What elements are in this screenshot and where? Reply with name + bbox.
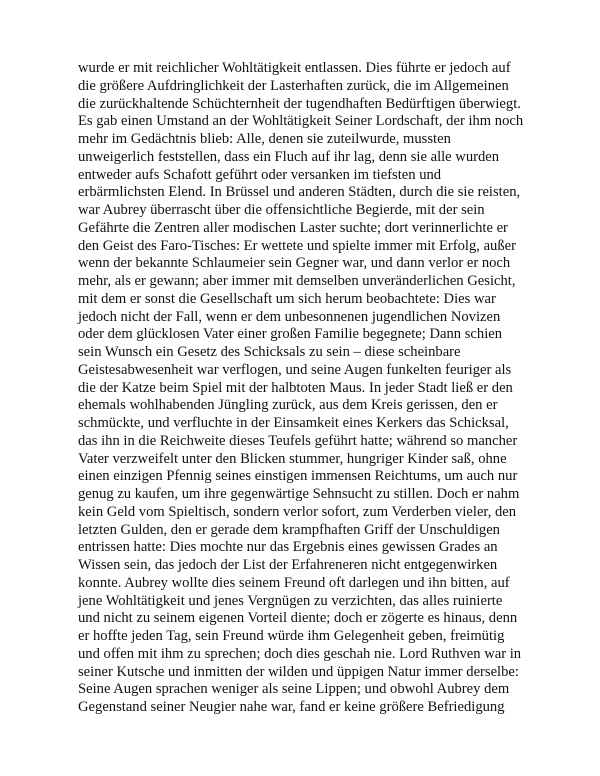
text-line: Vater verzweifelt unter den Blicken stummer, hungriger Kinder saß, ohne — [78, 450, 507, 467]
text-line: jene Wohltätigkeit und jenes Vergnügen zu verzichten, das alles ruinierte — [78, 592, 503, 609]
text-line: sein Wunsch ein Gesetz des Schicksals zu sein – diese scheinbare — [78, 344, 461, 360]
text-line: erbärmlichsten Elend. In Brüssel und anderen Städten, durch die sie reisten, — [78, 184, 521, 201]
text-line: entweder aufs Schafott geführt oder versanken im tiefsten und — [78, 166, 442, 183]
text-line: war Aubrey überrascht über die offensichtliche Begierde, mit der sein — [78, 202, 485, 218]
text-line: und nicht zu seinem eigenen Vorteil diente; doch er zögerte es hinaus, denn — [78, 610, 518, 627]
text-line: ehemals wohlhabenden Jüngling zurück, aus dem Kreis gerissen, den er — [78, 397, 498, 414]
text-line: mehr im Gedächtnis blieb: Alle, denen sie zuteilwurde, mussten — [78, 131, 451, 147]
text-line: oder dem glücklosen Vater einer großen Familie begegnete; Dann schien — [78, 326, 503, 343]
text-line: entrissen hatte: Dies mochte nur das Ergebnis eines gewissen Grades an — [78, 539, 498, 556]
text-line: er hoffte jeden Tag, sein Freund würde ihm Gelegenheit geben, freimütig — [78, 628, 505, 644]
text-line: Gegenstand seiner Neugier nahe war, fand er keine größere Befriedigung — [78, 699, 505, 715]
text-line: einen einzigen Pfennig seines einstigen immensen Reichtums, um auch nur — [78, 468, 518, 485]
text-line: jedoch nicht der Fall, wenn er dem unbesonnenen jugendlichen Novizen — [78, 308, 501, 325]
text-line: Gefährte die Zentren aller modischen Laster suchte; dort verinnerlichte er — [78, 219, 508, 236]
text-line: seiner Kutsche und inmitten der wilden und üppigen Natur immer derselbe: — [78, 663, 519, 680]
text-line: und offen mit ihm zu sprechen; doch dies geschah nie. Lord Ruthven war in — [78, 645, 522, 662]
text-line: die größere Aufdringlichkeit der Lasterhaften zurück, die im Allgemeinen — [78, 77, 509, 94]
text-line: Es gab einen Umstand an der Wohltätigkeit Seiner Lordschaft, der ihm noch — [78, 113, 524, 130]
text-line: unweigerlich feststellen, dass ein Fluch auf ihr lag, denn sie alle wurden — [78, 148, 500, 165]
text-line: Wissen sein, das jedoch der List der Erfahreneren nicht entgegenwirken — [78, 557, 498, 573]
text-line: schmückte, und verfluchte in der Einsamkeit eines Kerkers das Schicksal, — [78, 415, 509, 431]
text-line: die der Katze beim Spiel mit der halbtoten Maus. In jeder Stadt ließ er den — [78, 379, 513, 396]
text-line: mit dem er sonst die Gesellschaft um sich herum beobachtete: Dies war — [78, 290, 496, 307]
text-line: wurde er mit reichlicher Wohltätigkeit entlassen. Dies führte er jedoch auf — [78, 60, 511, 76]
text-line: letzten Gulden, den er gerade dem krampfhaften Griff der Unschuldigen — [78, 521, 500, 538]
text-line: mehr, als er gewann; aber immer mit demselben unveränderlichen Gesicht, — [78, 273, 516, 289]
text-line: die zurückhaltende Schüchternheit der tugendhaften Bedürftigen überwiegt. — [78, 95, 521, 112]
text-line: wenn der bekannte Schlaumeier sein Gegner war, und dann verlor er noch — [78, 255, 511, 272]
text-line: kein Geld vom Spieltisch, sondern verlor sofort, zum Verderben vieler, den — [78, 503, 517, 520]
body-text — [78, 60, 528, 717]
text-line: konnte. Aubrey wollte dies seinem Freund oft darlegen und ihn bitten, auf — [78, 574, 510, 591]
text-line: Seine Augen sprachen weniger als seine Lippen; und obwohl Aubrey dem — [78, 681, 510, 698]
text-line: genug zu kaufen, um ihre gegenwärtige Sehnsucht zu stillen. Doch er nahm — [78, 486, 520, 502]
text-line: Geistesabwesenheit war verflogen, und seine Augen funkelten feuriger als — [78, 361, 512, 378]
text-line: den Geist des Faro-Tisches: Er wettete und spielte immer mit Erfolg, außer — [78, 237, 516, 254]
text-line: das ihn in die Reichweite dieses Teufels geführt hatte; während so mancher — [78, 432, 518, 449]
